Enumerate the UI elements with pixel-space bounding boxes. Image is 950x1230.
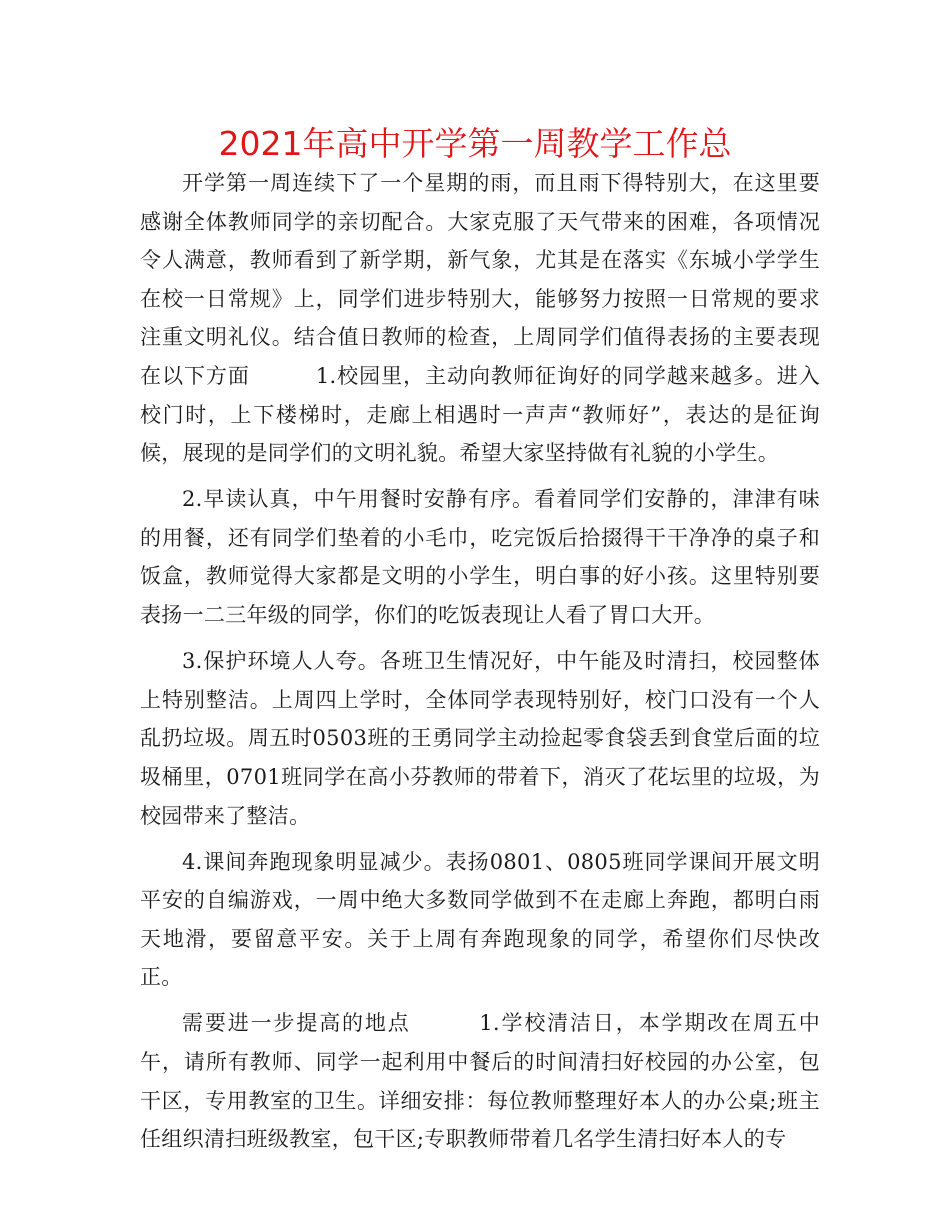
paragraph-item-2: 2.早读认真，中午用餐时安静有序。看着同学们安静的，津津有味的用餐，还有同学们垫着的小毛巾，吃完饭后拾掇得干干净净的桌子和饭盒，教师觉得大家都是文明的小学生，明白事的好小孩。这里特别要表扬一二三年级的同学，你们的吃饭表现让人看了胃口大开。	[140, 487, 820, 628]
paragraph-item-3: 3.保护环境人人夸。各班卫生情况好，中午能及时清扫，校园整体上特别整洁。上周四上学时，全体同学表现特别好，校门口没有一个人乱扔垃圾。周五时0503班的王勇同学主动捡起零食袋丢到食堂后面的垃圾桶里，0701班同学在高小芬教师的带着下，消灭了花坛里的垃圾，为校园带来了整洁。	[140, 649, 820, 828]
paragraph-intro: 开学第一周连续下了一个星期的雨，而且雨下得特别大，在这里要感谢全体教师同学的亲切配合。大家克服了天气带来的困难，各项情况令人满意，教师看到了新学期，新气象，尤其是在落实《东城小学学生在校一日常规》上，同学们进步特别大，能够努力按照一日常规的要求注重文明礼仪。结合值日教师的检查，上周同学们值得表扬的主要表现在以下方面 1.校园里，主动向教师征询好的同学越来越多。进入校门时，上下楼梯时，走廊上相遇时一声声“教师好”，表达的是征询候，展现的是同学们的文明礼貌。希望大家坚持做有礼貌的小学生。	[140, 171, 820, 466]
paragraph-item-4: 4.课间奔跑现象明显减少。表扬0801、0805班同学课间开展文明平安的自编游戏，一周中绝大多数同学做到不在走廊上奔跑，都明白雨天地滑，要留意平安。关于上周有奔跑现象的同学，希望你们尽快改正。	[140, 849, 820, 990]
document-title: 2021年高中开学第一周教学工作总	[218, 124, 732, 163]
document-body	[140, 164, 820, 1159]
paragraph-improvements: 需要进一步提高的地点 1.学校清洁日，本学期改在周五中午，请所有教师、同学一起利用中餐后的时间清扫好校园的办公室，包干区，专用教室的卫生。详细安排：每位教师整理好本人的办公桌;班主任组织清扫班级教室，包干区;专职教师带着几名学生清扫好本人的专	[140, 1011, 820, 1152]
